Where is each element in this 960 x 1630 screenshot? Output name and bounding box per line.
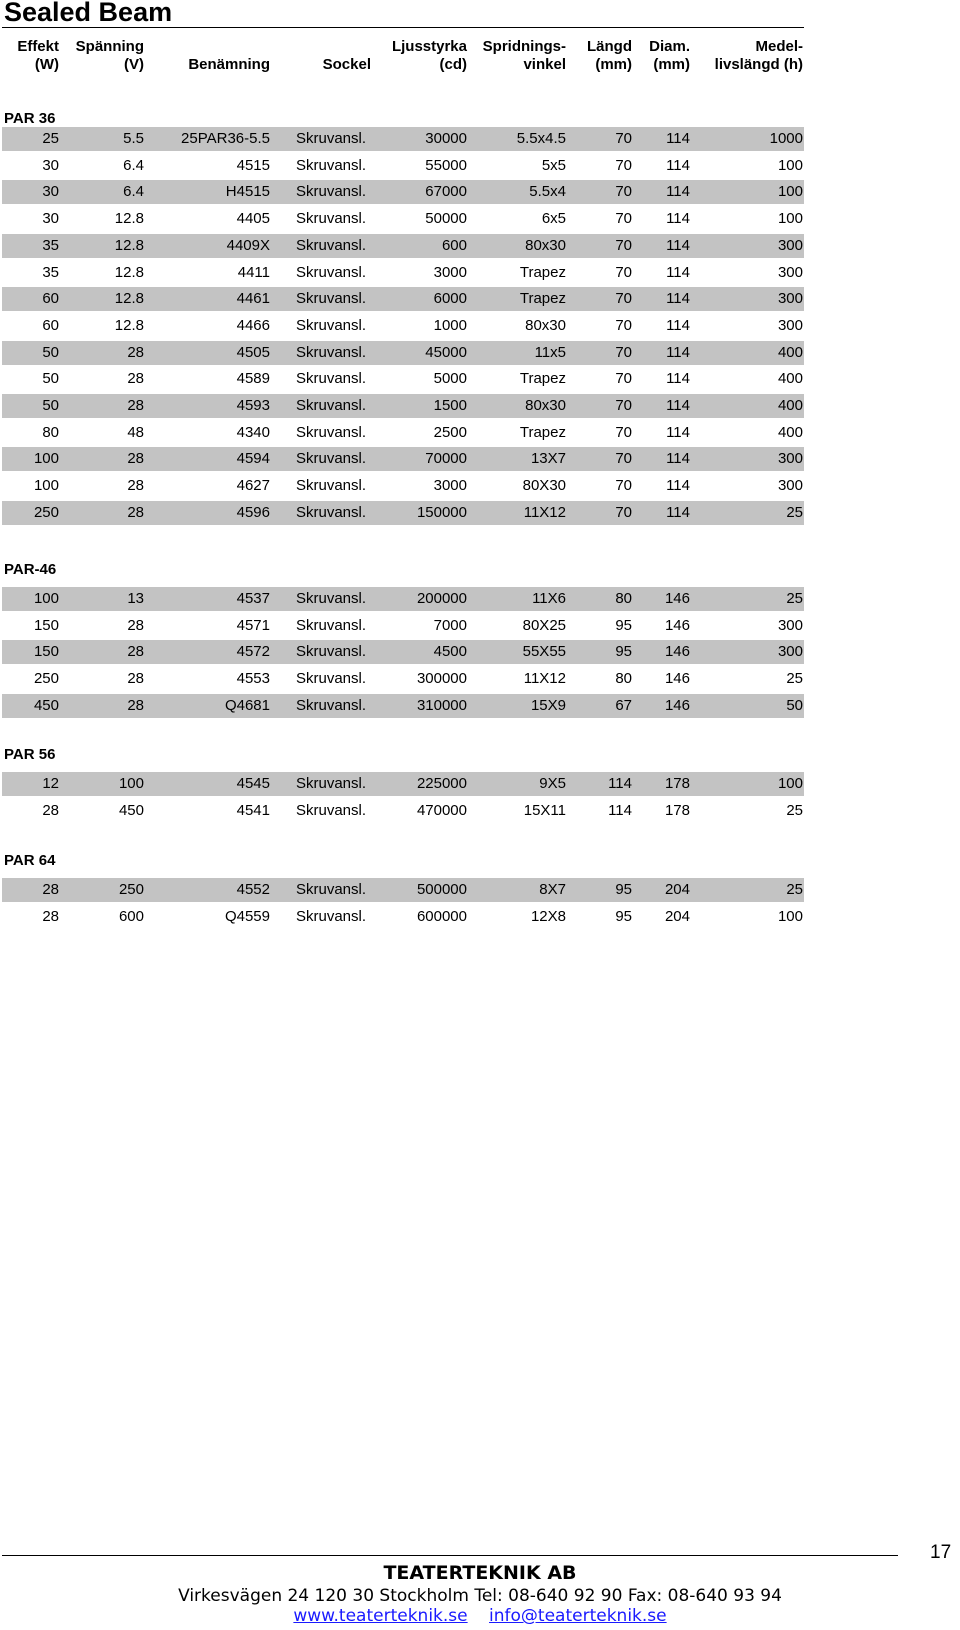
table-cell-ljusstyrka: 150000 (416, 503, 467, 521)
table-row (2, 287, 804, 311)
table-cell-diam: 114 (666, 290, 690, 308)
table-cell-ljusstyrka: 500000 (416, 881, 467, 898)
table-cell-spanning: 5.5 (123, 130, 144, 147)
footer-address: Virkesvägen 24 120 30 Stockholm Tel: 08-640 92 90 Fax: 08-640 93 94 (178, 1586, 782, 1606)
table-cell-effekt: 35 (42, 236, 59, 254)
table-row (2, 772, 804, 796)
table-cell-diam: 204 (664, 907, 690, 925)
column-header-line1: Effekt (17, 38, 59, 55)
table-cell-ljusstyrka: 1500 (433, 397, 467, 414)
email-link[interactable]: info@teaterteknik.se (489, 1606, 667, 1626)
column-header-ljusstyrka (377, 38, 467, 74)
table-cell-diam: 114 (666, 263, 690, 281)
table-cell-sockel: Skruvansl. (296, 423, 367, 441)
table-row (2, 261, 804, 285)
column-header-benamning (170, 38, 270, 74)
table-cell-sockel: Skruvansl. (296, 183, 367, 201)
table-cell-ljusstyrka: 600 (441, 236, 467, 254)
table-row (2, 474, 804, 498)
table-cell-spridning: 11X12 (523, 670, 566, 688)
table-cell-langd: 67 (615, 696, 632, 714)
table-cell-diam: 114 (666, 236, 690, 254)
table-cell-spanning: 250 (118, 881, 144, 898)
column-header-line2: (mm) (653, 56, 690, 73)
table-cell-langd: 114 (608, 801, 632, 819)
table-cell-ljusstyrka: 300000 (416, 670, 467, 688)
table-cell-effekt: 28 (42, 881, 59, 898)
table-cell-langd: 70 (615, 397, 632, 414)
table-cell-sockel: Skruvansl. (296, 590, 367, 607)
column-header-line2: Sockel (322, 56, 371, 73)
table-cell-sockel: Skruvansl. (296, 210, 367, 228)
table-cell-effekt: 50 (42, 397, 59, 414)
table-row (2, 667, 804, 691)
table-cell-ljusstyrka: 310000 (416, 696, 467, 714)
website-link[interactable]: www.teaterteknik.se (293, 1606, 468, 1626)
table-cell-spanning: 600 (118, 907, 144, 925)
table-cell-spridning: 8X7 (539, 881, 566, 898)
footer-links (0, 1606, 960, 1626)
table-cell-benamning: 4405 (236, 210, 270, 228)
column-header-line1 (311, 38, 371, 56)
table-cell-langd: 70 (615, 477, 632, 495)
table-cell-spridning: 15X11 (523, 801, 566, 819)
table-cell-diam: 114 (666, 130, 690, 147)
table-cell-langd: 70 (615, 343, 632, 361)
table-cell-effekt: 150 (33, 616, 59, 634)
table-cell-langd: 70 (615, 423, 632, 441)
table-cell-spanning: 28 (127, 397, 144, 414)
table-cell-spridning: 80X25 (522, 616, 566, 634)
column-header-line1 (170, 38, 270, 56)
table-cell-spanning: 28 (127, 696, 144, 714)
column-header-line2: (mm) (595, 56, 632, 73)
table-cell-diam: 114 (666, 477, 690, 495)
column-header-spanning (64, 38, 144, 74)
table-cell-spridning: Trapez (519, 370, 566, 388)
table-cell-spridning: 9X5 (539, 775, 566, 792)
table-cell-ljusstyrka: 5000 (433, 370, 467, 388)
table-cell-livslangd: 25 (786, 670, 803, 688)
table-cell-spanning: 12.8 (114, 236, 144, 254)
table-cell-ljusstyrka: 200000 (416, 590, 467, 607)
table-cell-diam: 146 (664, 643, 690, 661)
table-cell-effekt: 30 (42, 210, 59, 228)
table-cell-spanning: 12.8 (114, 316, 144, 334)
table-cell-benamning: 4589 (236, 370, 270, 388)
table-cell-benamning: 4461 (236, 290, 270, 308)
table-cell-spanning: 48 (127, 423, 144, 441)
column-header-line1: Diam. (649, 38, 690, 55)
page-number: 17 (930, 1542, 952, 1563)
table-cell-ljusstyrka: 67000 (425, 183, 467, 201)
table-cell-sockel: Skruvansl. (296, 643, 367, 661)
table-cell-langd: 80 (615, 590, 632, 607)
table-cell-sockel: Skruvansl. (296, 696, 367, 714)
table-cell-diam: 146 (664, 616, 690, 634)
table-cell-sockel: Skruvansl. (296, 290, 367, 308)
table-cell-effekt: 25 (42, 130, 59, 147)
table-cell-spanning: 12.8 (114, 263, 144, 281)
table-cell-ljusstyrka: 50000 (425, 210, 467, 228)
table-cell-diam: 204 (664, 881, 690, 898)
table-cell-sockel: Skruvansl. (296, 775, 367, 792)
table-cell-benamning: 4537 (236, 590, 270, 607)
table-cell-ljusstyrka: 470000 (416, 801, 467, 819)
table-cell-sockel: Skruvansl. (296, 370, 367, 388)
table-row (2, 587, 804, 611)
column-header-sockel (311, 38, 371, 74)
table-row (2, 207, 804, 231)
table-cell-benamning: H4515 (225, 183, 270, 201)
column-header-effekt (0, 38, 59, 74)
table-cell-spridning: 5.5x4 (529, 183, 566, 201)
table-cell-effekt: 80 (42, 423, 59, 441)
table-row (2, 367, 804, 391)
table-cell-spridning: 11X12 (523, 503, 566, 521)
section-title: PAR 36 (4, 110, 56, 127)
table-cell-spridning: 15X9 (530, 696, 566, 714)
table-cell-livslangd: 25 (786, 801, 803, 819)
table-cell-benamning: 4409X (226, 236, 270, 254)
table-cell-spanning: 28 (127, 616, 144, 634)
table-cell-benamning: 4593 (236, 397, 270, 414)
table-cell-sockel: Skruvansl. (296, 907, 367, 925)
footer-divider (2, 1555, 898, 1556)
table-cell-livslangd: 300 (777, 616, 803, 634)
table-cell-spridning: 80x30 (525, 397, 566, 414)
table-cell-diam: 114 (666, 503, 690, 521)
table-cell-spanning: 13 (127, 590, 144, 607)
section-title: PAR 64 (4, 852, 56, 869)
table-cell-spanning: 28 (127, 450, 144, 468)
table-cell-ljusstyrka: 7000 (433, 616, 467, 634)
table-cell-diam: 114 (666, 370, 690, 388)
table-row (2, 341, 804, 365)
table-cell-effekt: 100 (33, 477, 59, 495)
table-cell-langd: 70 (615, 130, 632, 147)
table-cell-spridning: 12X8 (530, 907, 566, 925)
table-cell-livslangd: 400 (777, 397, 803, 414)
table-cell-spanning: 100 (118, 775, 144, 792)
table-cell-langd: 70 (615, 263, 632, 281)
table-cell-livslangd: 300 (777, 263, 803, 281)
table-row (2, 314, 804, 338)
table-cell-livslangd: 100 (777, 210, 803, 228)
table-cell-livslangd: 100 (777, 775, 803, 792)
table-cell-sockel: Skruvansl. (296, 263, 367, 281)
table-cell-benamning: Q4681 (224, 696, 270, 714)
table-cell-diam: 114 (666, 397, 690, 414)
column-header-line2: vinkel (523, 56, 566, 73)
table-cell-langd: 95 (615, 881, 632, 898)
table-cell-sockel: Skruvansl. (296, 450, 367, 468)
table-cell-livslangd: 100 (777, 183, 803, 201)
table-cell-benamning: 4466 (236, 316, 270, 334)
table-cell-diam: 114 (666, 316, 690, 334)
table-cell-sockel: Skruvansl. (296, 316, 367, 334)
table-cell-spridning: Trapez (519, 290, 566, 308)
table-cell-effekt: 30 (42, 183, 59, 201)
table-cell-langd: 95 (615, 643, 632, 661)
table-row (2, 878, 804, 902)
column-header-line2: livslängd (h) (714, 56, 803, 73)
table-cell-sockel: Skruvansl. (296, 881, 367, 898)
table-cell-effekt: 100 (33, 450, 59, 468)
table-cell-effekt: 28 (42, 801, 59, 819)
table-cell-spridning: 11X6 (532, 590, 566, 607)
table-cell-langd: 80 (615, 670, 632, 688)
column-header-diam (630, 38, 690, 74)
table-cell-benamning: 4545 (236, 775, 270, 792)
table-cell-benamning: 4553 (236, 670, 270, 688)
table-cell-spanning: 28 (127, 343, 144, 361)
table-cell-benamning: 4572 (236, 643, 270, 661)
table-cell-benamning: 4505 (236, 343, 270, 361)
table-row (2, 421, 804, 445)
table-cell-sockel: Skruvansl. (296, 670, 367, 688)
table-cell-spanning: 28 (127, 477, 144, 495)
table-cell-ljusstyrka: 2500 (433, 423, 467, 441)
table-cell-livslangd: 100 (777, 156, 803, 174)
table-cell-effekt: 35 (42, 263, 59, 281)
table-cell-livslangd: 300 (777, 236, 803, 254)
table-cell-ljusstyrka: 3000 (433, 263, 467, 281)
column-header-line2: (V) (124, 56, 144, 73)
table-cell-spridning: 55X55 (522, 643, 566, 661)
table-cell-livslangd: 400 (777, 343, 803, 361)
table-cell-livslangd: 300 (777, 290, 803, 308)
table-cell-effekt: 28 (42, 907, 59, 925)
table-cell-livslangd: 300 (777, 477, 803, 495)
table-cell-ljusstyrka: 30000 (425, 130, 467, 147)
table-cell-langd: 70 (615, 316, 632, 334)
table-cell-diam: 146 (664, 696, 690, 714)
column-header-line1: Längd (587, 38, 632, 55)
table-row (2, 154, 804, 178)
table-cell-livslangd: 300 (777, 450, 803, 468)
table-cell-spanning: 450 (118, 801, 144, 819)
table-cell-spridning: 11x5 (534, 343, 566, 361)
table-cell-diam: 114 (666, 423, 690, 441)
table-cell-livslangd: 50 (786, 696, 803, 714)
table-cell-benamning: 4340 (236, 423, 270, 441)
table-cell-effekt: 50 (42, 370, 59, 388)
table-cell-spanning: 6.4 (123, 156, 144, 174)
table-cell-ljusstyrka: 4500 (433, 643, 467, 661)
table-cell-diam: 114 (666, 343, 690, 361)
table-cell-langd: 95 (615, 907, 632, 925)
table-row (2, 799, 804, 823)
table-cell-benamning: 4596 (236, 503, 270, 521)
table-cell-effekt: 12 (42, 775, 59, 792)
table-cell-benamning: 4594 (236, 450, 270, 468)
column-header-line2: (cd) (439, 56, 467, 73)
table-cell-spridning: Trapez (519, 423, 566, 441)
table-cell-sockel: Skruvansl. (296, 130, 367, 147)
table-cell-sockel: Skruvansl. (296, 801, 367, 819)
table-cell-langd: 70 (615, 450, 632, 468)
table-cell-effekt: 250 (33, 670, 59, 688)
table-cell-effekt: 30 (42, 156, 59, 174)
section-title: PAR-46 (4, 561, 57, 578)
table-cell-diam: 146 (664, 670, 690, 688)
table-cell-effekt: 450 (33, 696, 59, 714)
table-cell-ljusstyrka: 3000 (433, 477, 467, 495)
table-cell-spridning: 80X30 (522, 477, 566, 495)
table-cell-benamning: 4552 (236, 881, 270, 898)
table-cell-effekt: 250 (33, 503, 59, 521)
table-cell-benamning: 4541 (236, 801, 270, 819)
table-cell-benamning: Q4559 (224, 907, 270, 925)
table-cell-livslangd: 400 (777, 370, 803, 388)
table-row (2, 447, 804, 471)
table-cell-ljusstyrka: 70000 (425, 450, 467, 468)
table-cell-effekt: 150 (33, 643, 59, 661)
table-cell-benamning: 4571 (236, 616, 270, 634)
column-header-spridning (466, 38, 566, 74)
column-header-livslangd (683, 38, 803, 74)
table-row (2, 614, 804, 638)
footer-company: TEATERTEKNIK AB (383, 1562, 577, 1584)
table-cell-spridning: Trapez (519, 263, 566, 281)
table-cell-diam: 114 (666, 210, 690, 228)
table-cell-livslangd: 1000 (769, 130, 803, 147)
table-cell-spridning: 5x5 (541, 156, 566, 174)
table-cell-sockel: Skruvansl. (296, 503, 367, 521)
table-cell-spanning: 12.8 (114, 210, 144, 228)
table-row (2, 640, 804, 664)
table-cell-spridning: 13X7 (530, 450, 566, 468)
table-cell-spridning: 5.5x4.5 (516, 130, 566, 147)
column-header-line1: Spridnings- (482, 38, 566, 55)
table-row (2, 180, 804, 204)
table-row (2, 905, 804, 929)
table-cell-benamning: 4515 (236, 156, 270, 174)
column-header-line2: (W) (34, 56, 59, 73)
table-cell-spridning: 80x30 (525, 236, 566, 254)
table-cell-ljusstyrka: 1000 (433, 316, 467, 334)
table-cell-benamning: 25PAR36-5.5 (181, 130, 270, 147)
column-header-line1: Ljusstyrka (391, 38, 467, 55)
page-title: Sealed Beam (4, 0, 173, 27)
title-divider (2, 27, 804, 28)
table-cell-diam: 114 (666, 156, 690, 174)
table-cell-effekt: 100 (33, 590, 59, 607)
table-row (2, 127, 804, 151)
table-row (2, 234, 804, 258)
table-cell-spridning: 80x30 (525, 316, 566, 334)
table-cell-sockel: Skruvansl. (296, 477, 367, 495)
table-cell-livslangd: 25 (786, 590, 803, 607)
table-cell-livslangd: 25 (786, 881, 803, 898)
table-cell-spanning: 6.4 (123, 183, 144, 201)
table-cell-spanning: 28 (127, 503, 144, 521)
table-cell-spridning: 6x5 (541, 210, 566, 228)
table-cell-ljusstyrka: 225000 (416, 775, 467, 792)
table-cell-diam: 178 (664, 801, 690, 819)
table-cell-spanning: 28 (127, 670, 144, 688)
table-cell-spanning: 28 (127, 643, 144, 661)
table-cell-langd: 114 (608, 775, 632, 792)
table-cell-ljusstyrka: 45000 (425, 343, 467, 361)
table-cell-livslangd: 400 (777, 423, 803, 441)
table-cell-langd: 95 (615, 616, 632, 634)
table-cell-benamning: 4411 (237, 263, 270, 281)
table-cell-ljusstyrka: 600000 (416, 907, 467, 925)
table-cell-ljusstyrka: 55000 (425, 156, 467, 174)
table-row (2, 394, 804, 418)
table-row (2, 501, 804, 525)
table-cell-effekt: 50 (42, 343, 59, 361)
table-cell-effekt: 60 (42, 290, 59, 308)
table-cell-langd: 70 (615, 156, 632, 174)
table-cell-sockel: Skruvansl. (296, 616, 367, 634)
table-cell-sockel: Skruvansl. (296, 343, 367, 361)
section-title: PAR 56 (4, 746, 56, 763)
table-cell-effekt: 60 (42, 316, 59, 334)
table-cell-langd: 70 (615, 370, 632, 388)
column-header-line1: Spänning (75, 38, 144, 55)
table-cell-diam: 114 (666, 183, 690, 201)
column-header-line1: Medel- (755, 38, 803, 55)
table-cell-sockel: Skruvansl. (296, 156, 367, 174)
table-cell-spanning: 28 (127, 370, 144, 388)
table-row (2, 694, 804, 718)
table-cell-spanning: 12.8 (114, 290, 144, 308)
table-cell-livslangd: 100 (777, 907, 803, 925)
column-header-line2: Benämning (188, 56, 270, 73)
table-cell-ljusstyrka: 6000 (433, 290, 467, 308)
table-cell-langd: 70 (615, 183, 632, 201)
table-cell-sockel: Skruvansl. (296, 397, 367, 414)
table-cell-sockel: Skruvansl. (296, 236, 367, 254)
table-cell-diam: 114 (666, 450, 690, 468)
table-cell-benamning: 4627 (236, 477, 270, 495)
column-header-langd (572, 38, 632, 74)
table-cell-langd: 70 (615, 236, 632, 254)
table-cell-langd: 70 (615, 290, 632, 308)
table-cell-livslangd: 300 (777, 316, 803, 334)
table-cell-langd: 70 (615, 210, 632, 228)
table-cell-diam: 178 (664, 775, 690, 792)
table-cell-diam: 146 (664, 590, 690, 607)
table-cell-livslangd: 300 (777, 643, 803, 661)
table-cell-langd: 70 (615, 503, 632, 521)
table-cell-livslangd: 25 (786, 503, 803, 521)
